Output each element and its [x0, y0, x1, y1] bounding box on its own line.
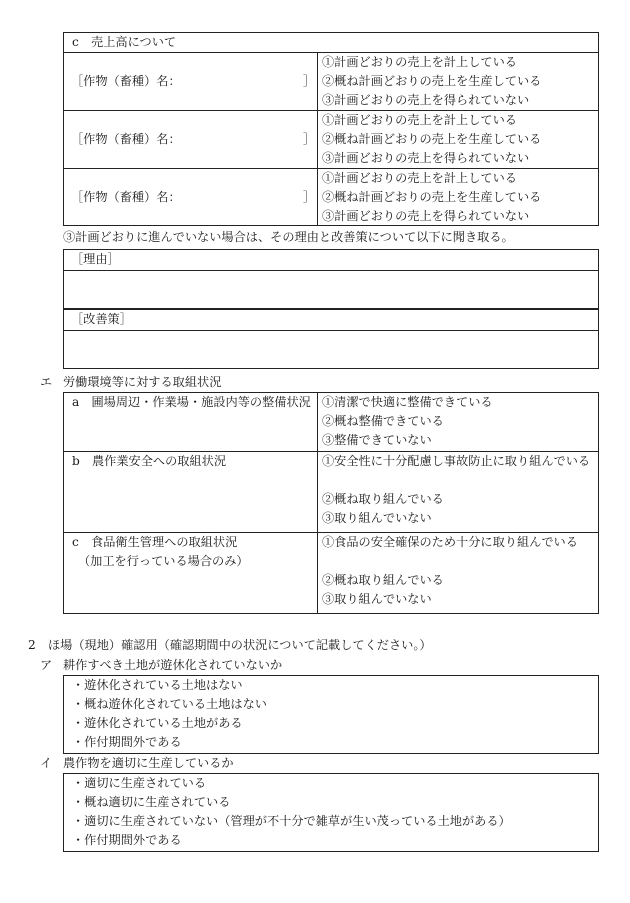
- option-mostly: ②概ね取り組んでいる: [322, 573, 444, 587]
- option-mostly: ②概ね計画どおりの売上を生産している: [322, 190, 542, 204]
- improvement-label: ［改善策］: [71, 312, 132, 326]
- reason-box: [63, 249, 599, 309]
- crop-row: [64, 110, 598, 168]
- labor-row-label-sub: （加工を行っている場合のみ）: [78, 554, 249, 568]
- labor-heading: 労働環境等に対する取組状況: [63, 375, 222, 389]
- crop-name-label: ［作物（畜種）名：: [71, 74, 181, 88]
- option-mostly: ②概ね計画どおりの売上を生産している: [322, 74, 542, 88]
- sales-note: ③計画どおりに進んでいない場合は、その理由と改善策について以下に聞き取る。: [63, 230, 514, 244]
- crop-options: [317, 53, 598, 110]
- field-check-a-marker: ア: [40, 658, 53, 672]
- crop-name-bracket-close: ］: [303, 74, 316, 88]
- labor-row: [64, 393, 598, 451]
- option-planned: ①計画どおりの売上を計上している: [322, 55, 517, 69]
- labor-row-label: a 圃場周辺・作業場・施設内等の整備状況: [72, 395, 311, 409]
- crop-options: [317, 169, 598, 226]
- option-mostly: ②概ね整備できている: [322, 414, 444, 428]
- labor-table: [63, 392, 599, 614]
- option-not-met: ③計画どおりの売上を得られていない: [322, 93, 530, 107]
- option-not-met: ③計画どおりの売上を得られていない: [322, 151, 530, 165]
- option-good: ①清潔で快適に整備できている: [322, 395, 493, 409]
- field-check-a-question: 耕作すべき土地が遊休化されていないか: [63, 658, 283, 672]
- labor-row-label: b 農作業安全への取組状況: [72, 454, 227, 468]
- option-mostly-no-idle: ・概ね遊休化されている土地はない: [72, 697, 267, 711]
- improvement-input-area[interactable]: [64, 330, 598, 368]
- labor-row-label: c 食品衛生管理への取組状況: [72, 535, 238, 549]
- field-check-b-box: [63, 773, 599, 852]
- option-proper: ・適切に生産されている: [72, 776, 207, 790]
- option-planned: ①計画どおりの売上を計上している: [322, 171, 517, 185]
- labor-row-options: [317, 452, 598, 532]
- crop-row: [64, 52, 598, 110]
- option-mostly: ②概ね計画どおりの売上を生産している: [322, 132, 542, 146]
- crop-options: [317, 111, 598, 168]
- reason-label: ［理由］: [71, 252, 120, 266]
- option-no-idle: ・遊休化されている土地はない: [72, 678, 243, 692]
- field-check-b-question: 農作物を適切に生産しているか: [63, 756, 234, 770]
- field-check-b-marker: イ: [40, 756, 53, 770]
- option-good: ①食品の安全確保のため十分に取り組んでいる: [322, 535, 578, 549]
- labor-row: [64, 532, 598, 613]
- option-not: ③取り組んでいない: [322, 592, 432, 606]
- crop-row: [64, 168, 598, 225]
- option-idle-exists: ・遊休化されている土地がある: [72, 716, 243, 730]
- option-off-season: ・作付期間外である: [72, 833, 182, 847]
- option-good: ①安全性に十分配慮し事故防止に取り組んでいる: [322, 454, 591, 468]
- option-not-met: ③計画どおりの売上を得られていない: [322, 209, 530, 223]
- option-mostly: ②概ね取り組んでいる: [322, 492, 444, 506]
- field-check-a-box: [63, 675, 599, 754]
- improvement-box: [63, 309, 599, 369]
- option-not-proper: ・適切に生産されていない（管理が不十分で雑草が生い茂っている土地がある）: [72, 814, 511, 828]
- sales-header: c 売上高について: [72, 35, 177, 49]
- reason-input-area[interactable]: [64, 270, 598, 308]
- option-off-season: ・作付期間外である: [72, 735, 182, 749]
- crop-name-label: ［作物（畜種）名：: [71, 190, 181, 204]
- option-not: ③取り組んでいない: [322, 511, 432, 525]
- crop-name-bracket-close: ］: [303, 190, 316, 204]
- option-mostly-proper: ・概ね適切に生産されている: [72, 795, 231, 809]
- labor-heading-marker: エ: [40, 375, 53, 389]
- labor-row-options: [317, 393, 598, 451]
- sales-table: [63, 32, 599, 226]
- labor-row: [64, 451, 598, 532]
- option-not: ③整備できていない: [322, 433, 432, 447]
- field-check-heading: 2 ほ場（現地）確認用（確認期間中の状況について記載してください。）: [28, 638, 432, 652]
- crop-name-bracket-close: ］: [303, 132, 316, 146]
- option-planned: ①計画どおりの売上を計上している: [322, 113, 517, 127]
- labor-row-options: [317, 533, 598, 613]
- crop-name-label: ［作物（畜種）名：: [71, 132, 181, 146]
